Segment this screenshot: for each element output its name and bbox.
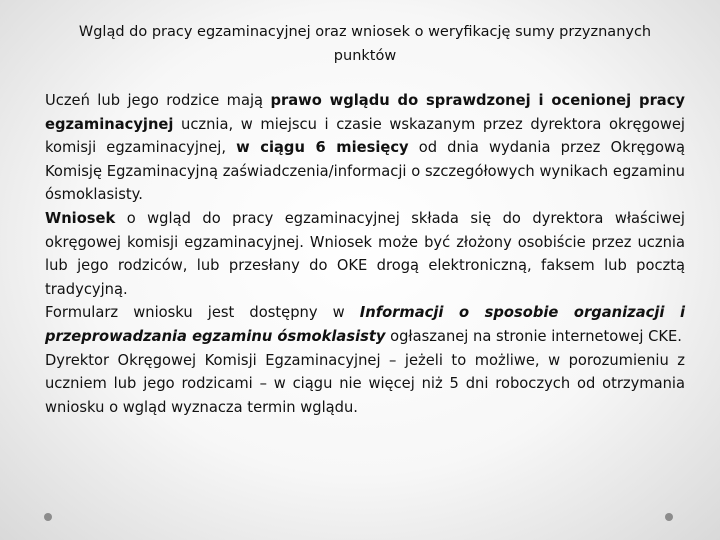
text-run: ucznia, w miejscu i czasie wskazanym przez dyrektora okręgowej komisji egzaminacyjnej, — [45, 115, 685, 157]
text-run: Formularz wniosku jest dostępny w — [45, 304, 360, 322]
bold-run: Wniosek — [45, 209, 116, 227]
bold-run: w ciągu 6 miesięcy — [236, 139, 409, 157]
text-run: o wgląd do pracy egzaminacyjnej składa się do dyrektora właściwej okręgowej komisji egzaminacyjnej. Wniosek może być złożony osobiście przez ucznia lub jego rodziców, lub przesłany do OKE drogą elektroniczną, faksem lub pocztą tradycyjną. — [45, 209, 685, 298]
slide-body — [45, 89, 685, 419]
decorative-dot-right — [665, 513, 673, 521]
bold-italic-run: Informacji o sposobie organizacji i przeprowadzania egzaminu ósmoklasisty — [45, 304, 685, 345]
text-run: ogłaszanej na stronie internetowej CKE. — [385, 327, 682, 345]
paragraph-access-right — [45, 89, 685, 207]
text-run: od dnia wydania przez Okręgową Komisję Egzaminacyjną zaświadczenia/informacji o szczegółowych wynikach egzaminu ósmoklasisty. — [45, 139, 685, 204]
paragraph-request — [45, 207, 685, 301]
text-run: Uczeń lub jego rodzice mają — [45, 92, 271, 109]
paragraph-form — [45, 301, 685, 348]
paragraph-director — [45, 349, 685, 420]
text-run: Dyrektor Okręgowej Komisji Egzaminacyjnej – jeżeli to możliwe, w porozumieniu z uczniem lub jego rodzicami – w ciągu nie więcej niż 5 dni roboczych od otrzymania wniosku o wgląd wyznacza termin wglądu. — [45, 351, 685, 416]
bold-run: prawo wglądu do sprawdzonej i ocenionej pracy egzaminacyjnej — [45, 92, 686, 133]
decorative-dot-left — [44, 513, 52, 521]
slide-title: Wgląd do pracy egzaminacyjnej oraz wniosek o weryfikację sumy przyznanych punktów — [78, 24, 652, 64]
